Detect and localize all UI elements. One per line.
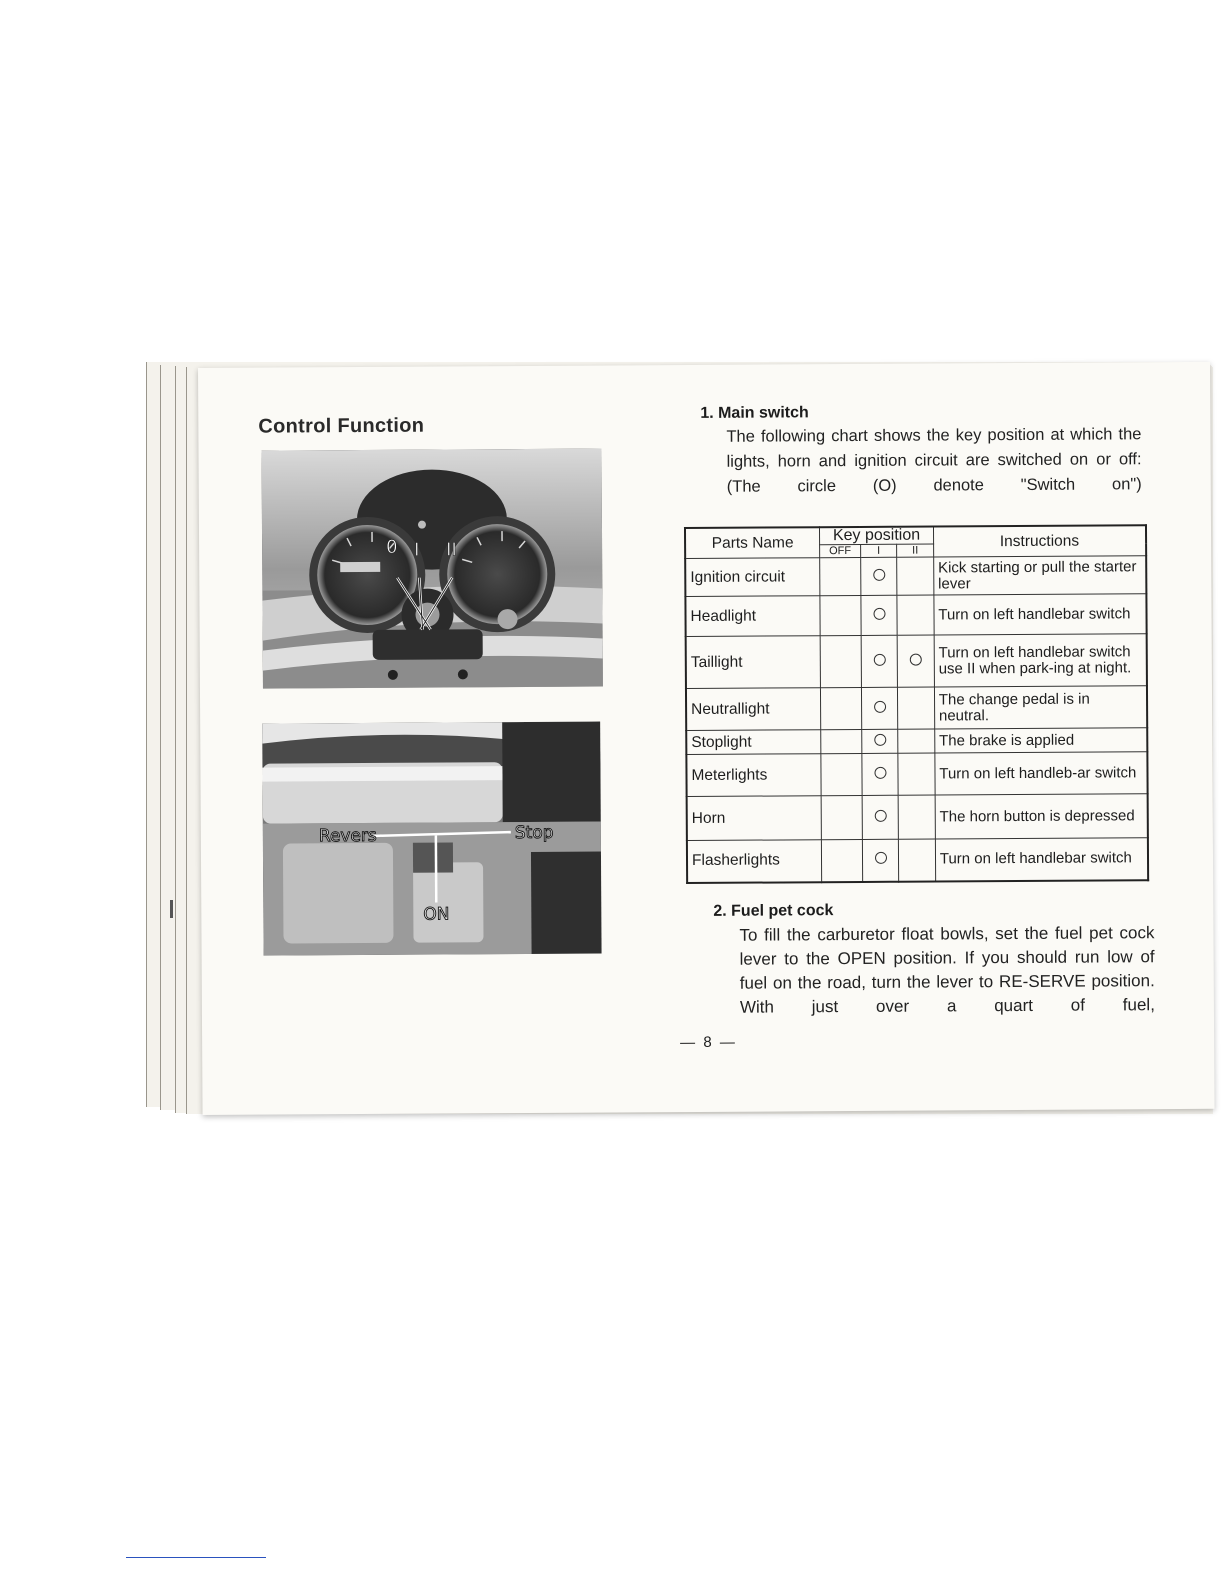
key-cell-off [821, 795, 862, 839]
part-name-cell: Horn [687, 796, 822, 841]
col-key-off: OFF [820, 544, 861, 557]
table-row [686, 752, 1147, 797]
key-cell-i [861, 635, 898, 687]
key-cell-ii [899, 839, 936, 881]
part-name-cell: Neutrallight [686, 688, 821, 731]
col-key-ii: II [897, 544, 934, 557]
footer-underline [126, 1557, 266, 1558]
switch-on-circle-icon [873, 607, 885, 619]
key-cell-i [862, 729, 899, 753]
scan-mark [170, 900, 173, 918]
instruction-cell: Kick starting or pull the starter lever [933, 556, 1146, 595]
part-name-cell: Meterlights [686, 754, 821, 797]
switch-on-circle-icon [875, 852, 887, 864]
instrument-cluster-photo [262, 449, 603, 689]
switch-on-circle-icon [873, 568, 885, 580]
fuel-petcock-photo [262, 722, 601, 956]
table-header-row [685, 525, 1146, 545]
manual-page [198, 362, 1215, 1115]
main-switch-text: The following chart shows the key position at which the lights, horn and ignition circuit are switched on or off: (The circle (O) denote "Switch on") [726, 425, 1142, 496]
instruction-cell: The change pedal is in neutral. [934, 686, 1147, 729]
petcock-label-revers: Revers [318, 825, 377, 847]
key-cell-off [820, 595, 861, 635]
instruction-cell: Turn on left handleb-ar switch [935, 752, 1148, 795]
main-switch-heading: 1. Main switch [700, 404, 809, 422]
table-row [687, 838, 1148, 883]
part-name-cell: Headlight [685, 596, 820, 637]
part-name-cell: Ignition circuit [685, 558, 820, 597]
part-name-cell: Stoplight [686, 730, 821, 755]
key-cell-off [820, 557, 861, 595]
table-row [685, 556, 1146, 597]
table-body [685, 556, 1148, 883]
key-label-i: I [414, 539, 420, 561]
table-row [686, 728, 1147, 755]
key-cell-ii [897, 635, 934, 687]
key-cell-ii [898, 753, 935, 795]
switch-on-circle-icon [874, 733, 886, 745]
instruction-cell: Turn on left handlebar switch use II when park-ing at night. [934, 634, 1147, 687]
petcock-label-stop: Stop [514, 822, 554, 844]
table-row [686, 686, 1147, 731]
key-cell-i [862, 753, 899, 795]
key-label-ii: II [446, 539, 457, 561]
col-instructions: Instructions [933, 525, 1146, 557]
key-cell-i [860, 557, 897, 595]
instruction-cell: The horn button is depressed [935, 794, 1148, 839]
col-parts-name: Parts Name [685, 527, 820, 558]
switch-on-circle-icon [874, 809, 886, 821]
key-cell-ii [898, 795, 935, 839]
key-cell-ii [898, 729, 935, 753]
fuel-petcock-text: To fill the carburetor float bowls, set the fuel pet cock lever to the OPEN position. If you should run low of fuel on the road, turn the lever to RE-SERVE position. With just over a quart of fuel, [739, 923, 1155, 1017]
switch-on-circle-icon [910, 653, 922, 665]
switch-on-circle-icon [874, 700, 886, 712]
key-position-table [684, 524, 1149, 883]
instruction-cell: Turn on left handlebar switch [935, 838, 1148, 881]
table-row [687, 794, 1148, 841]
key-cell-i [862, 839, 899, 881]
key-cell-ii [897, 557, 934, 595]
key-cell-ii [897, 595, 934, 635]
page-title: Control Function [258, 414, 425, 438]
key-cell-off [821, 753, 862, 795]
fuel-petcock-heading: 2. Fuel pet cock [713, 902, 834, 920]
key-cell-i [862, 795, 899, 839]
part-name-cell: Flasherlights [687, 840, 822, 883]
page-number: — 8 — [680, 1033, 737, 1052]
instruction-cell: Turn on left handlebar switch [934, 594, 1147, 635]
key-cell-ii [898, 687, 935, 729]
key-cell-i [861, 687, 898, 729]
switch-on-circle-icon [873, 653, 885, 665]
key-cell-off [822, 839, 863, 881]
col-key-position: Key position [820, 527, 934, 545]
table-row [685, 594, 1146, 637]
switch-on-circle-icon [874, 766, 886, 778]
key-cell-off [821, 687, 862, 729]
instruction-cell: The brake is applied [935, 728, 1148, 753]
key-label-off: 0 [386, 536, 398, 558]
key-cell-i [861, 595, 898, 635]
petcock-label-on: ON [423, 904, 450, 925]
table-row [686, 634, 1147, 689]
key-cell-off [820, 635, 861, 687]
key-cell-off [821, 729, 862, 753]
col-key-i: I [860, 544, 897, 557]
part-name-cell: Taillight [686, 636, 821, 689]
